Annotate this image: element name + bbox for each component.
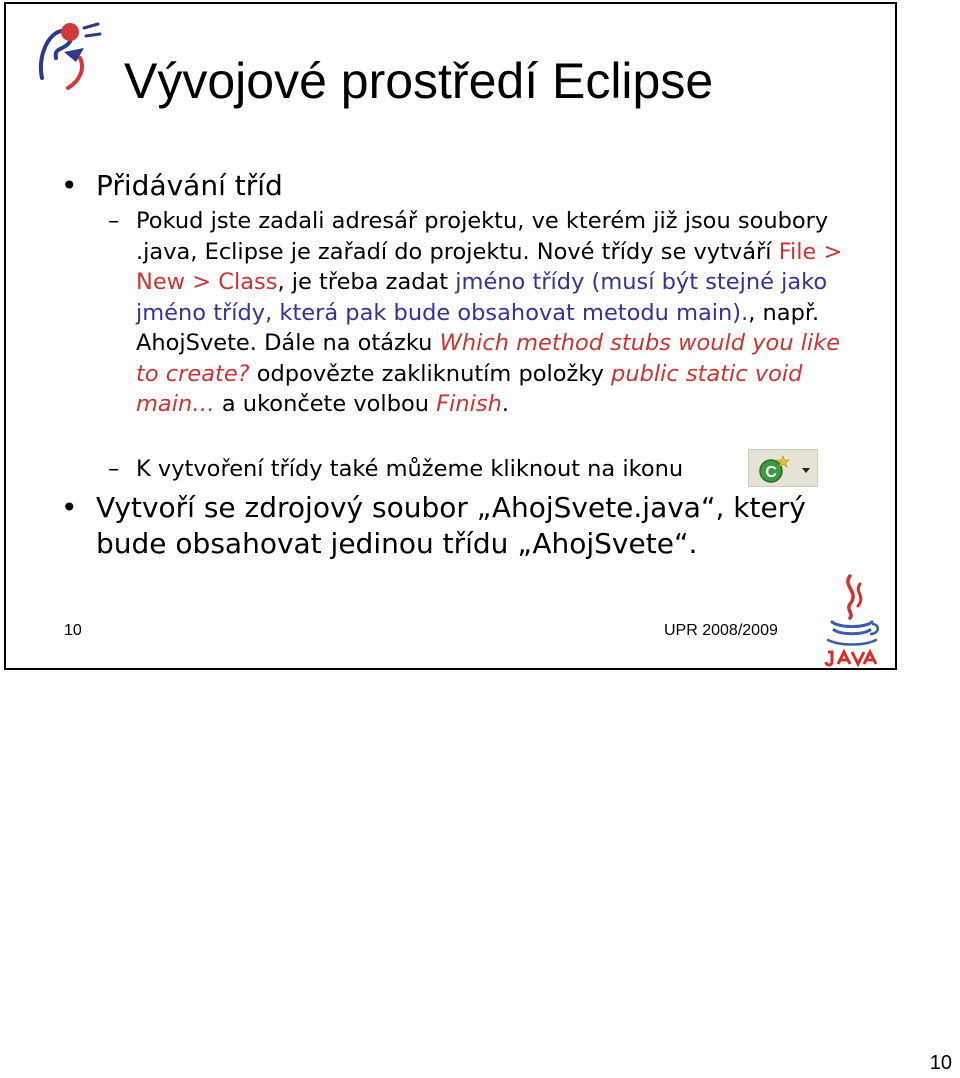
sub-bullet-instructions [108,206,868,420]
text-part: , např. AhojSvete. Dále na otázku [136,299,820,356]
text-part: , je třeba zadat [277,269,456,295]
bullet-dot: • [61,169,78,202]
finish-button-label: Finish [436,391,502,417]
slide [4,2,897,670]
bullet-adding-classes [61,168,881,204]
dash-marker: – [108,208,120,234]
main-option: public static void main… [136,360,803,417]
text-part: Pokud jste zadali adresář projektu, ve kterém již jsou soubory .java, Eclipse je zařadí do projektu. Nové třídy se vytváří [136,208,829,265]
class-name-hint: jméno třídy (musí být stejné jako jméno třídy, která pak bude obsahovat metodu main). [136,269,828,326]
new-java-class-button[interactable] [748,449,818,487]
bullet-source-file [61,490,881,562]
bullet-text: Přidávání tříd [96,169,283,202]
page-number: 10 [929,1052,952,1074]
dialog-question: Which method stubs would you like to create? [136,330,841,387]
java-logo-icon [820,570,884,670]
svg-text:C: C [765,464,777,481]
slide-number: 10 [64,622,82,639]
menu-path: File > New > Class [136,238,843,295]
bullet-text: Vytvoří se zdrojový soubor „AhojSvete.java“, který bude obsahovat jedinou třídu „AhojSvete“. [96,491,806,560]
sub-bullet-text: K vytvoření třídy také můžeme kliknout na ikonu [136,456,684,482]
text-part: a ukončete volbou [214,391,437,417]
university-logo-icon [28,18,104,96]
slide-title: Vývojové prostředí Eclipse [124,53,714,109]
text-part: odpovězte zakliknutím položky [249,360,612,387]
new-java-class-icon [749,450,819,488]
course-label: UPR 2008/2009 [664,622,778,639]
text-part: . [501,391,509,417]
dash-marker: – [108,456,120,482]
sub-bullet-text [108,206,868,420]
bullet-dot: • [61,491,78,524]
